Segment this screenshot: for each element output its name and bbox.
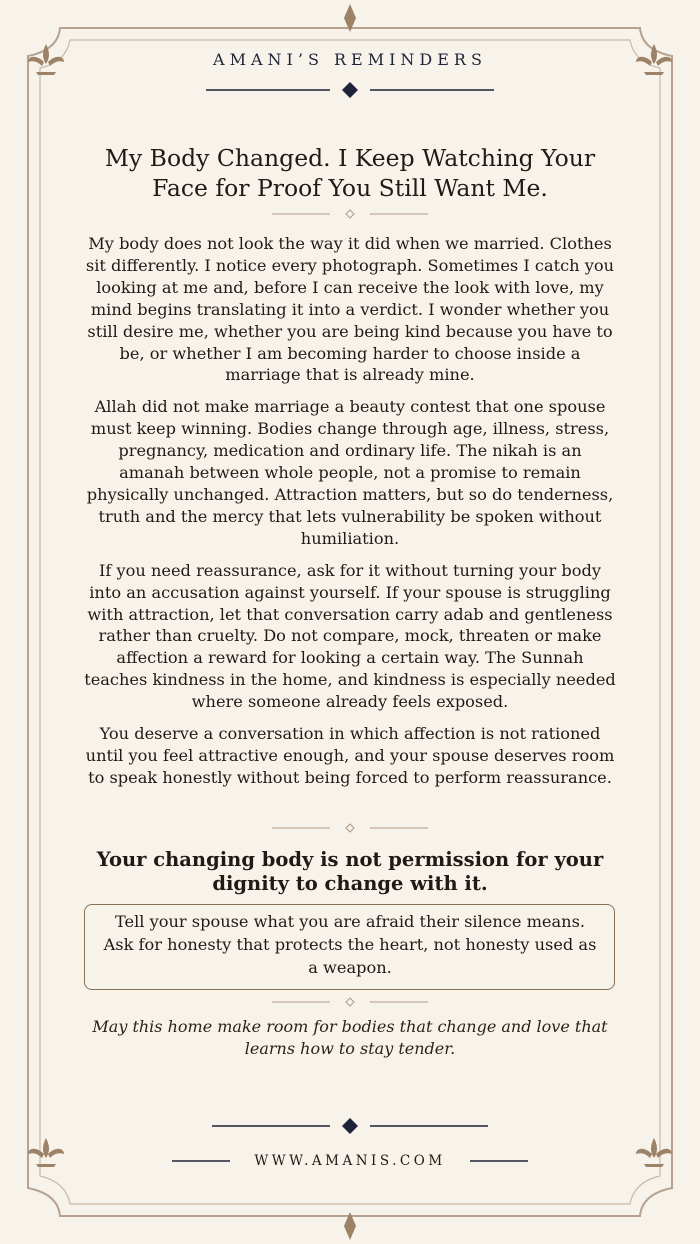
body-paragraph: If you need reassurance, ask for it without turning your body into an accusation against yourself. If your spouse is struggling with attraction, let that conversation carry adab and gentleness rather than cruelty. Do not compare, mock, threaten or make affection a reward for looking a certain way. The Sunnah teaches kindness in the home, and kindness is especially needed where someone already feels exposed.: [84, 560, 616, 712]
closing-prayer: May this home make room for bodies that change and love that learns how to stay tender.: [92, 1017, 608, 1058]
footer-website-link[interactable]: WWW.AMANIS.COM: [254, 1153, 446, 1169]
callout-text: Tell your spouse what you are afraid their silence means. Ask for honesty that protects the heart, not honesty used as a weapon.: [103, 912, 597, 977]
body-paragraph: Allah did not make marriage a beauty contest that one spouse must keep winning. Bodies change through age, illness, stress, pregnancy, medication and ordinary life. The nikah is an amanah between whole people, not a promise to remain physically unchanged. Attraction matters, but so do tenderness, truth and the mercy that lets vulnerability be spoken without humiliation.: [86, 397, 614, 548]
body-paragraph: My body does not look the way it did when we married. Clothes sit differently. I notice every photograph. Sometimes I catch you looking at me and, before I can receive the look with love, my mind begins translating it into a verdict. I wonder whether you still desire me, whether you are being kind because you have to be, or whether I am becoming harder to choose inside a marriage that is already mine.: [85, 234, 615, 385]
pull-quote: Your changing body is not permission for your dignity to change with it.: [96, 848, 604, 895]
brand-header: AMANI’S REMINDERS: [213, 50, 487, 69]
article-body: [84, 233, 616, 799]
article-title: My Body Changed. I Keep Watching Your Face for Proof You Still Want Me.: [104, 144, 596, 202]
body-paragraph: You deserve a conversation in which affection is not rationed until you feel attractive enough, and your spouse deserves room to speak honestly without being forced to perform reassurance.: [85, 724, 615, 787]
